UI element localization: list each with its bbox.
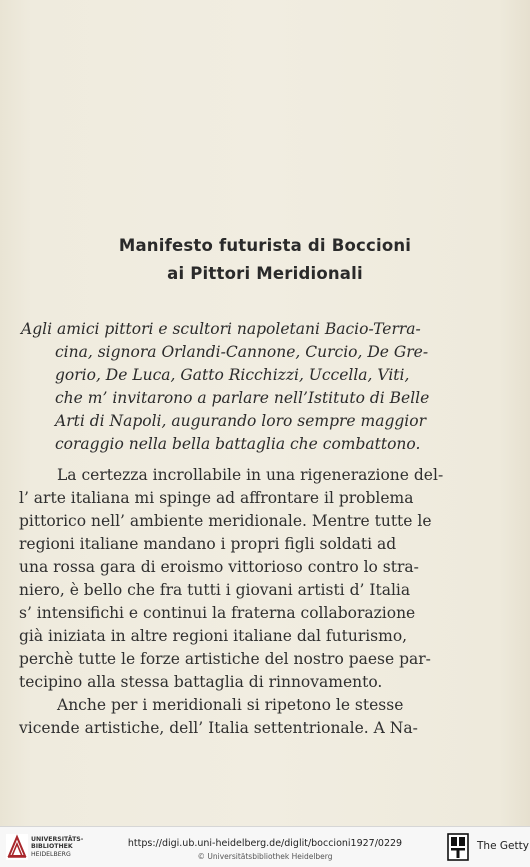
permalink-url[interactable]: https://digi.ub.uni-heidelberg.de/diglit/boccioni1927/0229 <box>127 838 403 849</box>
heading-line-2: ai Pittori Meridionali <box>167 264 363 283</box>
body-line: La certezza incrollabile in una rigenerazione del- <box>57 466 444 484</box>
library-name-line: HEIDELBERG <box>31 850 71 858</box>
copyright-notice: © Universitätsbibliothek Heidelberg <box>197 852 333 861</box>
dedication-line: gorio, De Luca, Gatto Ricchizzi, Uccella, Viti, <box>55 366 410 384</box>
body-line: regioni italiane mandano i propri figli soldati ad <box>19 535 397 553</box>
body-line: Anche per i meridionali si ripetono le stesse <box>57 696 404 714</box>
dedication-line: che m’ invitarono a parlare nell’Istituto di Belle <box>55 389 430 407</box>
body-line: niero, è bello che fra tutti i giovani artisti d’ Italia <box>19 581 411 599</box>
dedication-line: cina, signora Orlandi-Cannone, Curcio, De Gre- <box>55 343 429 361</box>
body-line: l’ arte italiana mi spinge ad affrontare il problema <box>19 489 414 507</box>
dedication-line: Agli amici pittori e scultori napoletani Bacio-Terra- <box>21 320 421 338</box>
dedication-line: Arti di Napoli, augurando loro sempre maggior <box>55 412 426 430</box>
body-line: pittorico nell’ ambiente meridionale. Mentre tutte le <box>19 512 432 530</box>
body-line: già iniziata in altre regioni italiane dal futurismo, <box>19 627 408 645</box>
library-name-line: BIBLIOTHEK <box>31 843 73 851</box>
getty-logo-icon[interactable] <box>447 833 469 861</box>
body-line: una rossa gara di eroismo vittorioso contro lo stra- <box>19 558 419 576</box>
body-line: tecipino alla stessa battaglia di rinnovamento. <box>19 673 383 691</box>
body-line: vicende artistiche, dell’ Italia settentrionale. A Na- <box>19 719 418 737</box>
body-line: s’ intensifichi e continui la fraterna collaborazione <box>19 604 416 622</box>
sponsor-name[interactable]: The Getty <box>477 840 529 852</box>
body-line: perchè tutte le forze artistiche del nostro paese par- <box>19 650 431 668</box>
library-name-line: UNIVERSITÄTS- <box>31 836 84 843</box>
dedication-line: coraggio nella bella battaglia che combattono. <box>55 435 421 453</box>
footer-bar <box>0 826 530 867</box>
heading-line-1: Manifesto futurista di Boccioni <box>118 236 412 255</box>
